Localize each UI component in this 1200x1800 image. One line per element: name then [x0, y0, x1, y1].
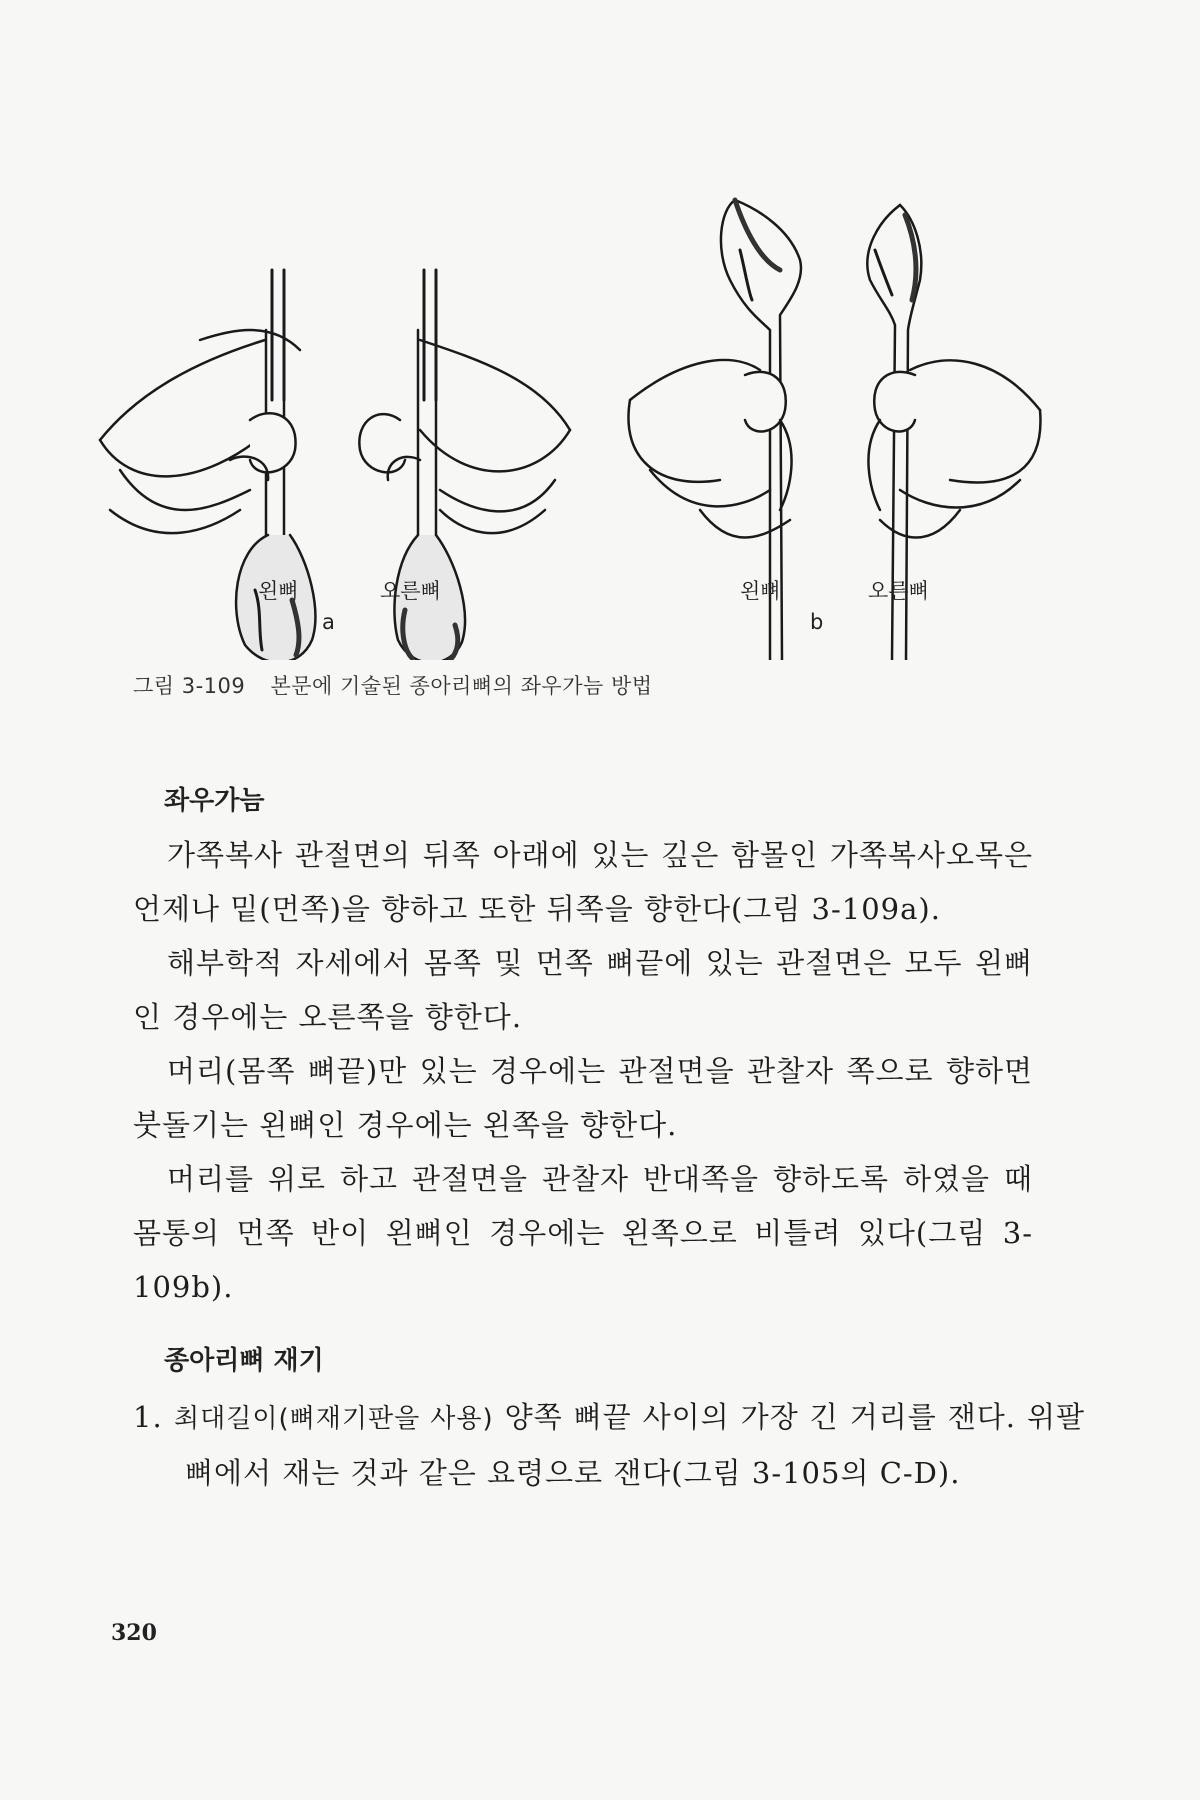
section-heading-left-right: 좌우가늠 — [164, 786, 265, 816]
panel-a-letter: a — [322, 610, 335, 634]
paragraph: 머리(몸쪽 뼈끝)만 있는 경우에는 관절면을 관찰자 쪽으로 향하면 붓돌기는 왼뼈인 경우에는 왼쪽을 향한다. — [133, 1054, 1033, 1142]
figure-caption-text: 본문에 기술된 종아리뼈의 좌우가늠 방법 — [270, 674, 653, 698]
panel-b-right-label: 오른뼈 — [868, 579, 929, 603]
item-number: 1. — [133, 1400, 163, 1434]
panel-a-left-label: 왼뼈 — [258, 579, 299, 603]
section-heading-fibula-measurement: 종아리뼈 재기 — [164, 1346, 324, 1376]
paragraph: 해부학적 자세에서 몸쪽 및 먼쪽 뼈끝에 있는 관절면은 모두 왼뼈인 경우에는 오른쪽을 향한다. — [133, 946, 1033, 1034]
figure-3-109 — [0, 190, 1200, 660]
figure-number: 그림 3-109 — [133, 674, 246, 698]
item-term: 최대길이(뼈재기판을 사용) — [174, 1404, 494, 1434]
item-text: 양쪽 뼈끝 사이의 가장 긴 거리를 잰다. 위팔뼈에서 재는 것과 같은 요령으로 잰다(그림 3-105의 C-D). — [185, 1400, 1086, 1490]
paragraph: 가쪽복사 관절면의 뒤쪽 아래에 있는 깊은 함몰인 가쪽복사오목은 언제나 밑(먼쪽)을 향하고 또한 뒤쪽을 향한다(그림 3-109a). — [133, 838, 1033, 926]
figure-caption — [133, 670, 653, 700]
measurement-item — [133, 1390, 1085, 1500]
panel-a-right-label: 오른뼈 — [380, 579, 441, 603]
panel-b-left-label: 왼뼈 — [740, 579, 781, 603]
panel-b-letter: b — [810, 610, 824, 634]
bone-illustration — [0, 190, 1200, 660]
paragraph: 머리를 위로 하고 관절면을 관찰자 반대쪽을 향하도록 하였을 때 몸통의 먼쪽 반이 왼뼈인 경우에는 왼쪽으로 비틀려 있다(그림 3-109b). — [133, 1162, 1033, 1304]
page-number: 320 — [111, 1620, 157, 1646]
